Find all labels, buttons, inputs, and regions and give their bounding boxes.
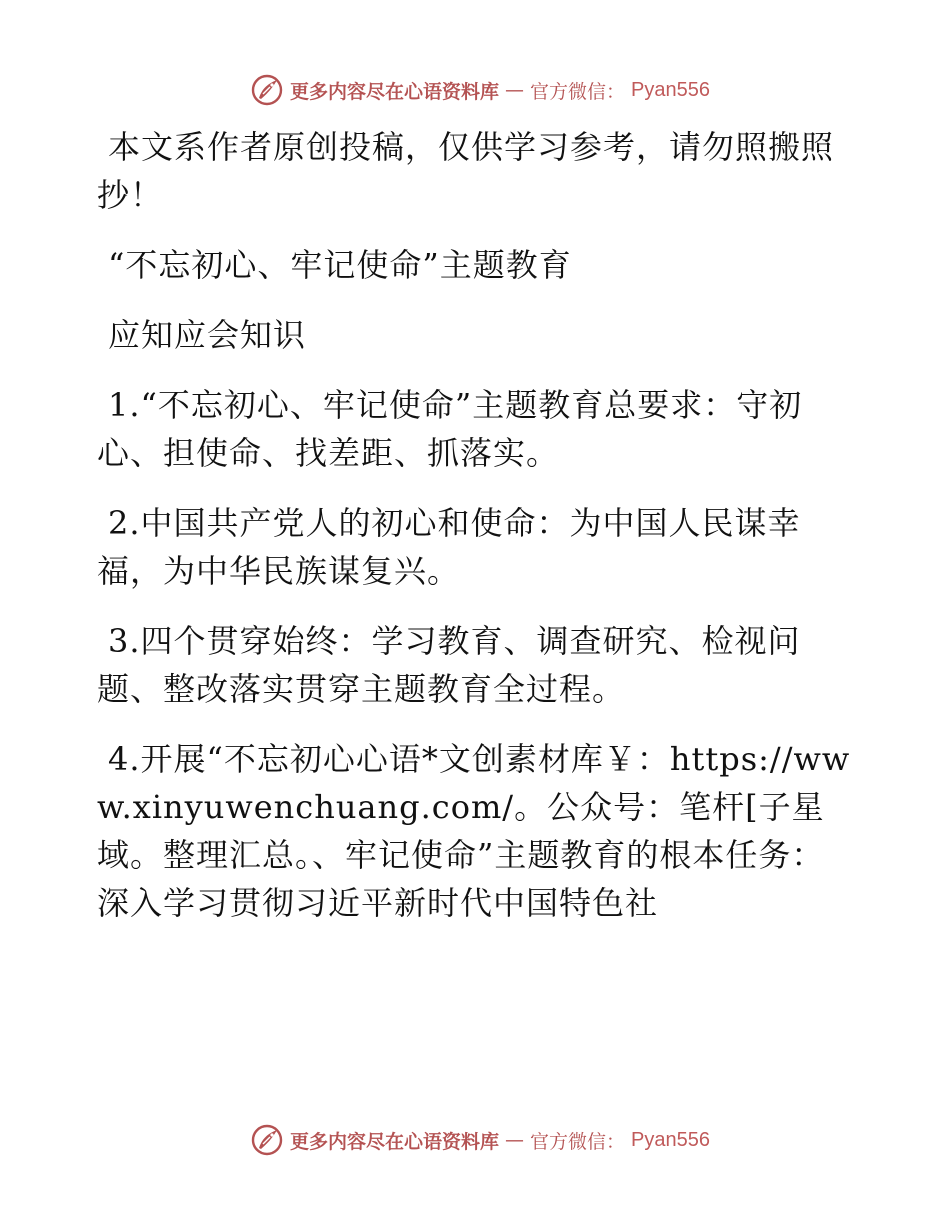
document-body (97, 123, 857, 949)
banner-wechat-label: 官方微信： (530, 80, 626, 103)
paragraph-subtitle: 应知应会知识 (108, 316, 307, 354)
banner-wechat-id: Pyan556 (631, 1128, 710, 1151)
footer-banner (0, 1120, 950, 1160)
paragraph-item-2: 2.中国共产党人的初心和使命：为中国人民谋幸福，为中华民族谋复兴。 (97, 504, 801, 590)
banner-wechat-label: 官方微信： (530, 1130, 626, 1153)
pen-nib-logo-icon (250, 1123, 284, 1157)
paragraph-item-4: 4.开展“不忘初心心语*文创素材库￥：https://www.xinyuwenchuang.com/。公众号：笔杆[子星域。整理汇总。、牢记使命”主题教育的根本任务：深入学习贯彻习近平新时代中国特色社 (97, 740, 851, 922)
banner-separator: — (505, 79, 525, 101)
banner-separator: — (505, 1129, 525, 1151)
banner-main-text: 更多内容尽在心语资料库 (290, 1130, 500, 1153)
footer-banner-inner (250, 1123, 710, 1157)
paragraph-item-3: 3.四个贯穿始终：学习教育、调查研究、检视问题、整改落实贯穿主题教育全过程。 (97, 622, 801, 708)
pen-nib-logo-icon (250, 73, 284, 107)
paragraph-disclaimer: 本文系作者原创投稿，仅供学习参考，请勿照搬照抄！ (97, 128, 835, 214)
paragraph-item-1: 1.“不忘初心、牢记使命”主题教育总要求：守初心、担使命、找差距、抓落实。 (97, 386, 803, 472)
header-banner-inner (250, 73, 710, 107)
paragraph-title: “不忘初心、牢记使命”主题教育 (108, 246, 572, 284)
banner-wechat-id: Pyan556 (631, 78, 710, 101)
banner-main-text: 更多内容尽在心语资料库 (290, 80, 500, 103)
header-banner (0, 70, 950, 110)
